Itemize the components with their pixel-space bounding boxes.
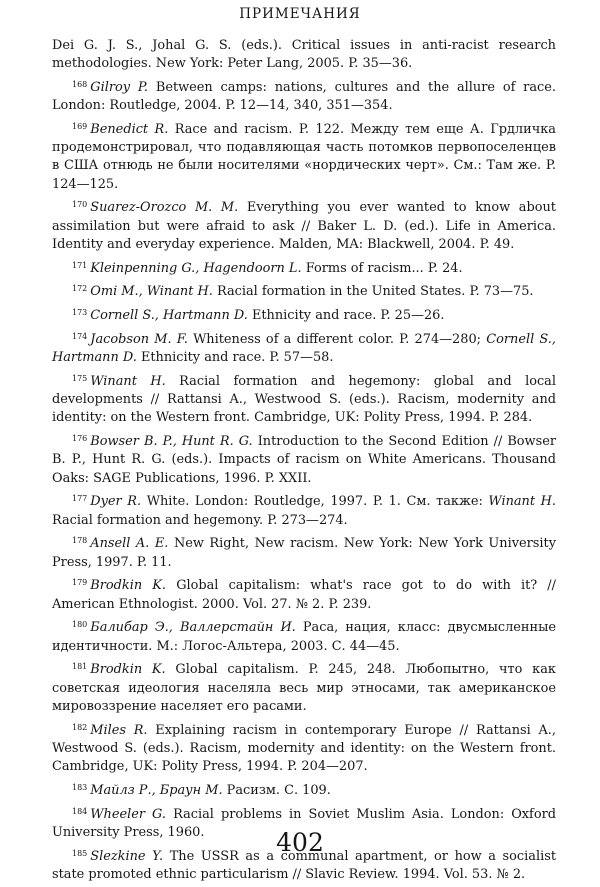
endnote-170 — [52, 196, 556, 254]
note-text: Between camps: nations, cultures and the allure of race. London: Routledge, 2004. P. 12—14, 340, 351—354. — [52, 80, 556, 114]
note-number: 183 — [72, 782, 88, 792]
note-number: 184 — [72, 806, 88, 816]
note-text: Ethnicity and race. P. 25—26. — [251, 308, 445, 324]
endnotes-list — [52, 37, 556, 887]
note-text: Dei G. J. S., Johal G. S. (eds.). Critical issues in anti-racist research methodologies. New York: Peter Lang, 2005. P. 35—36. — [52, 38, 556, 72]
note-author: Балибар Э., Валлерстайн И. — [90, 620, 296, 636]
note-number: 171 — [72, 260, 88, 270]
endnote-171 — [52, 257, 556, 278]
note-number: 181 — [72, 662, 88, 672]
endnote-174 — [52, 328, 556, 367]
note-text: White. London: Routledge, 1997. P. 1. См. также: — [146, 494, 483, 510]
note-author: Wheeler G. — [90, 806, 166, 822]
page-number: 402 — [276, 828, 324, 857]
note-number: 177 — [72, 494, 88, 504]
note-number: 185 — [72, 848, 88, 858]
endnote-continuation — [52, 37, 556, 73]
note-author: Winant H. — [90, 374, 166, 389]
running-header: ПРИМЕЧАНИЯ — [239, 6, 361, 22]
note-number: 174 — [72, 332, 88, 341]
endnote-172 — [52, 280, 556, 301]
note-number: 168 — [72, 80, 88, 89]
endnote-175 — [52, 370, 556, 428]
note-number: 178 — [72, 536, 88, 546]
note-author-second: Cornell S., Hartmann D. — [52, 332, 556, 366]
note-author: Ansell A. E. — [90, 536, 169, 552]
note-text: New Right, New racism. New York: New York University Press, 1997. P. 11. — [52, 536, 556, 570]
note-text: Racial formation and hegemony: global and local developments // Rattansi A., Westwood S. (eds.). Racism, modernity and identity: on the Western front. Cambridge, UK: Polity Press, 1994. P. 284. — [52, 374, 556, 426]
note-number: 175 — [72, 374, 88, 383]
note-number: 170 — [72, 200, 88, 210]
note-text: Расизм. С. 109. — [226, 782, 331, 798]
note-author: Brodkin K. — [90, 578, 167, 594]
endnote-181 — [52, 658, 556, 716]
endnote-183 — [52, 779, 556, 800]
note-text: Forms of racism... P. 24. — [305, 260, 463, 276]
endnote-180 — [52, 616, 556, 655]
note-author: Майлз Р., Браун М. — [90, 782, 223, 798]
note-author: Suarez-Orozco M. M. — [90, 200, 239, 216]
note-number: 182 — [72, 722, 88, 732]
note-text: Раса, нация, класс: двусмысленные идентичности. М.: Логос-Альтера, 2003. С. 44—45. — [52, 620, 556, 654]
note-author-second: Winant H. — [488, 494, 556, 510]
note-author: Bowser B. P., Hunt R. G. — [90, 434, 253, 450]
endnote-179 — [52, 574, 556, 613]
note-text: Whiteness of a different color. P. 274—280; — [193, 332, 481, 347]
note-author: Dyer R. — [90, 494, 142, 510]
endnote-178 — [52, 532, 556, 571]
note-text: Global capitalism: what's race got to do with it? // American Ethnologist. 2000. Vol. 27. № 2. P. 239. — [52, 578, 556, 612]
note-number: 179 — [72, 578, 88, 588]
note-number: 173 — [72, 308, 88, 318]
note-text-second: Ethnicity and race. P. 57—58. — [140, 350, 334, 366]
note-text-second: Racial formation and hegemony. P. 273—274. — [52, 512, 348, 528]
note-author: Kleinpenning G., Hagendoorn L. — [90, 260, 302, 276]
note-number: 180 — [72, 620, 88, 630]
note-author: Jacobson M. F. — [90, 332, 188, 347]
note-author: Miles R. — [90, 722, 148, 738]
note-text: Global capitalism. P. 245, 248. Любопытно, что как советская идеология населяла весь мир этносами, так американское мировоззрение населяет его расами. — [52, 662, 556, 714]
endnote-173 — [52, 304, 556, 325]
note-author: Omi M., Winant H. — [90, 284, 213, 300]
endnote-182 — [52, 719, 556, 777]
note-author: Benedict R. — [90, 122, 169, 137]
endnote-169 — [52, 118, 556, 194]
note-author: Brodkin K. — [90, 662, 166, 678]
note-text: Introduction to the Second Edition // Bowser B. P., Hunt R. G. (eds.). Impacts of racism on White Americans. Thousand Oaks: SAGE Publications, 1996. P. XXII. — [52, 434, 556, 486]
endnote-177 — [52, 490, 556, 529]
note-text: The USSR as a communal apartment, or how a socialist state promoted ethnic particularism // Slavic Review. 1994. Vol. 53. № 2. — [52, 848, 556, 882]
note-author: Slezkine Y. — [90, 848, 164, 864]
endnote-176 — [52, 430, 556, 488]
note-text: Race and racism. P. 122. Между тем еще А. Грдличка продемонстрировал, что подавляющая часть потомков первопоселенцев в США отнюдь не были носителями «нордических черт». См.: Там же. P. 124—125. — [52, 122, 556, 192]
note-text: Racial problems in Soviet Muslim Asia. London: Oxford University Press, 1960. — [52, 806, 556, 840]
note-text: Everything you ever wanted to know about assimilation but were afraid to ask // Baker L. D. (ed.). Life in America. Identity and everyday experience. Malden, MA: Blackwell, 2004. P. 49. — [52, 200, 556, 252]
endnote-168 — [52, 76, 556, 115]
note-text: Racial formation in the United States. P. 73—75. — [216, 284, 534, 300]
note-author: Cornell S., Hartmann D. — [90, 308, 248, 324]
note-text: Explaining racism in contemporary Europe // Rattansi A., Westwood S. (eds.). Racism, modernity and identity: on the Western front. Cambridge, UK: Polity Press, 1994. P. 204—207. — [52, 722, 556, 775]
note-number: 172 — [72, 284, 88, 294]
note-author: Gilroy P. — [90, 80, 149, 95]
note-number: 169 — [72, 122, 88, 131]
note-number: 176 — [72, 434, 88, 444]
